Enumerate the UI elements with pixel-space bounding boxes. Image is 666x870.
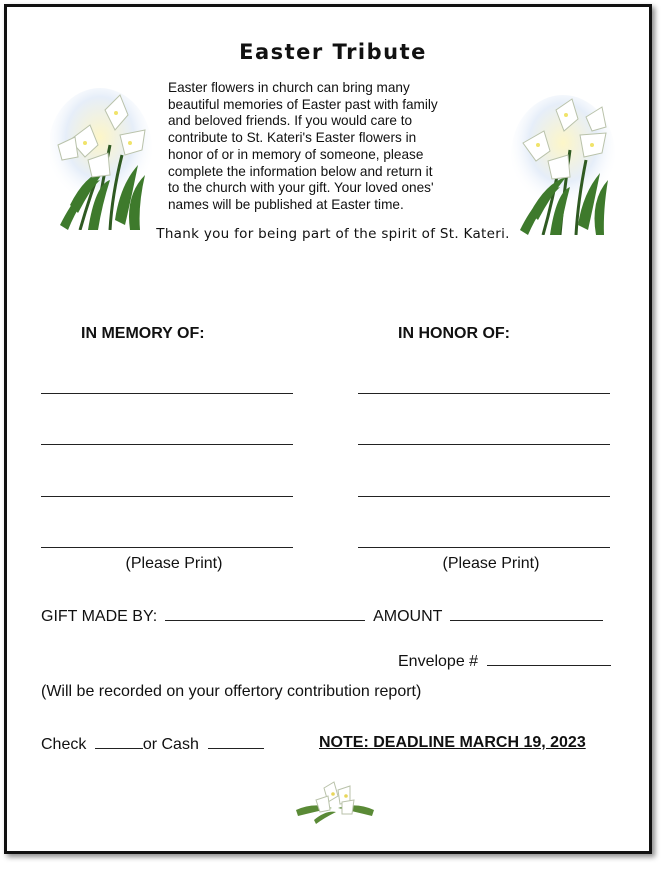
intro-line: names will be published at Easter time. <box>168 196 404 212</box>
memory-name-line[interactable] <box>41 444 293 445</box>
recorded-note: (Will be recorded on your offertory contribution report) <box>41 683 422 700</box>
memory-heading: IN MEMORY OF: <box>81 325 205 342</box>
easter-lily-left-icon <box>50 85 158 230</box>
gift-by-field[interactable] <box>165 606 365 621</box>
intro-line: contribute to St. Kateri's Easter flowers in <box>168 130 417 146</box>
intro-line: complete the information below and return it <box>168 163 433 179</box>
envelope-row <box>398 651 611 671</box>
page-title: Easter Tribute <box>239 40 427 64</box>
easter-lily-right-icon <box>508 95 616 235</box>
memory-name-line[interactable] <box>41 547 293 548</box>
memory-name-line[interactable] <box>41 496 293 497</box>
easter-lily-small-icon <box>294 780 376 826</box>
gift-row <box>41 606 603 626</box>
intro-line: honor of or in memory of someone, please <box>168 146 424 162</box>
gift-label: GIFT MADE BY: <box>41 608 158 625</box>
check-field[interactable] <box>95 734 143 749</box>
thank-you-line: Thank you for being part of the spirit of St. Kateri. <box>156 226 510 242</box>
payment-row <box>41 734 264 754</box>
cash-label: or Cash <box>142 736 199 753</box>
intro-line: Easter flowers in church can bring many <box>168 80 410 95</box>
cash-field[interactable] <box>208 734 264 749</box>
envelope-label: Envelope # <box>398 653 479 670</box>
intro-paragraph <box>168 80 498 214</box>
please-print-memory: (Please Print) <box>125 555 223 572</box>
memory-name-line[interactable] <box>41 393 293 394</box>
intro-line: beautiful memories of Easter past with family <box>168 96 438 112</box>
envelope-field[interactable] <box>487 651 611 666</box>
honor-name-line[interactable] <box>358 547 610 548</box>
honor-heading: IN HONOR OF: <box>398 325 510 342</box>
intro-line: and beloved friends. If you would care to <box>168 113 413 129</box>
check-label: Check <box>41 736 87 753</box>
honor-name-line[interactable] <box>358 496 610 497</box>
honor-name-line[interactable] <box>358 393 610 394</box>
amount-field[interactable] <box>450 606 603 621</box>
intro-line: to the church with your gift. Your loved ones' <box>168 180 434 196</box>
amount-label: AMOUNT <box>373 608 443 625</box>
deadline-note: NOTE: DEADLINE MARCH 19, 2023 <box>319 734 586 751</box>
honor-name-line[interactable] <box>358 444 610 445</box>
please-print-honor: (Please Print) <box>442 555 540 572</box>
